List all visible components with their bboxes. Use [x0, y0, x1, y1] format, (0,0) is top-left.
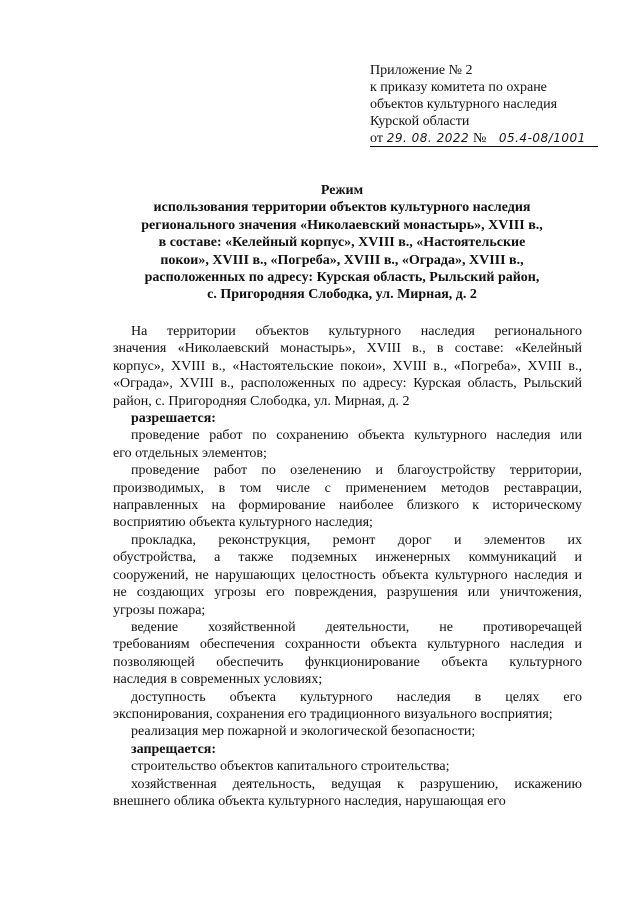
- order-date-number-line: [370, 130, 632, 147]
- title-line: с. Пригородняя Слободка, ул. Мирная, д. 2: [207, 287, 477, 303]
- text-line: производимых, в том числе с применением методов реставрации,: [113, 480, 582, 496]
- text-line: проведение работ по озеленению и благоустройству территории,: [131, 463, 582, 479]
- document-title: [100, 182, 584, 304]
- text-line: позволяющей обеспечить функционирование объекта культурного: [113, 654, 582, 670]
- order-from-label: от: [370, 131, 383, 146]
- forbidden-label: запрещается:: [131, 741, 217, 757]
- allowed-item: [113, 723, 582, 740]
- annex-header: [370, 62, 632, 147]
- annex-committee: объектов культурного наследия: [370, 97, 558, 112]
- title-line: покои», XVIII в., «Погреба», XVIII в., «Ограда», XVIII в.,: [160, 252, 524, 268]
- title-line: расположенных по адресу: Курская область, Рыльский район,: [144, 270, 540, 286]
- allowed-item: [113, 532, 582, 619]
- allowed-item: [113, 619, 582, 689]
- text-line: реализация мер пожарной и экологической безопасности;: [131, 724, 476, 740]
- text-line: сооружений, не нарушающих целостность объекта культурного наследия и: [113, 567, 582, 583]
- text-line: «Ограда», XVIII в., расположенных по адресу: Курская область, Рыльский: [113, 376, 582, 392]
- text-line: обустройства, а также подземных инженерных коммуникаций и: [113, 550, 582, 566]
- text-line: направленных на формирование наиболее близкого к историческому: [113, 498, 582, 514]
- text-line: ведение хозяйственной деятельности, не противоречащей: [131, 619, 582, 635]
- order-number-handwritten: 05.4-08/1001: [486, 131, 598, 147]
- text-line: прокладка, реконструкция, ремонт дорог и элементов их: [131, 532, 582, 548]
- text-line: внешнего облика объекта культурного наследия, нарушающая его: [113, 793, 506, 809]
- text-line: его отдельных элементов;: [113, 445, 267, 461]
- allowed-item: [113, 427, 582, 462]
- text-line: хозяйственная деятельность, ведущая к разрушению, искажению: [131, 776, 582, 792]
- text-line: экспонирования, сохранения его традиционного визуального восприятия;: [113, 706, 553, 722]
- title-line: в составе: «Келейный корпус», XVIII в., «Настоятельские: [158, 235, 526, 251]
- text-line: корпус», XVIII в., «Настоятельские покои», XVIII в., «Погреба», XVIII в.,: [113, 358, 582, 374]
- document-body: [113, 323, 582, 810]
- allowed-label: разрешается:: [131, 411, 216, 427]
- text-line: значения «Николаевский монастырь», XVIII в., в составе: «Келейный: [113, 341, 582, 357]
- text-line: район, с. Пригородняя Слободка, ул. Мирная, д. 2: [113, 393, 410, 409]
- annex-region: Курской области: [370, 114, 470, 129]
- allowed-item: [113, 462, 582, 532]
- annex-title: Приложение № 2: [370, 63, 473, 78]
- forbidden-item: [113, 776, 582, 811]
- title-heading: Режим: [320, 183, 364, 198]
- text-line: проведение работ по сохранению объекта культурного наследия или: [131, 428, 582, 444]
- forbidden-item: [113, 758, 582, 775]
- text-line: строительство объектов капитального строительства;: [131, 759, 450, 775]
- order-date-handwritten: 29. 08. 2022: [383, 131, 473, 147]
- order-number-label: №: [472, 131, 487, 146]
- text-line: не создающих угрозы его повреждения, разрушения или уничтожения,: [113, 585, 582, 601]
- title-line: использования территории объектов культурного наследия: [153, 200, 531, 216]
- intro-paragraph: [113, 323, 582, 410]
- text-line: На территории объектов культурного наследия регионального: [131, 324, 582, 339]
- text-line: требованиям обеспечения сохранности объекта культурного наследия и: [113, 637, 582, 653]
- allowed-item: [113, 689, 582, 724]
- text-line: угрозы пожара;: [113, 602, 206, 618]
- text-line: восприятию объекта культурного наследия;: [113, 515, 373, 531]
- text-line: наследия в современных условиях;: [113, 672, 323, 688]
- text-line: доступность объекта культурного наследия в целях его: [131, 689, 582, 705]
- title-line: регионального значения «Николаевский монастырь», XVIII в.,: [141, 217, 543, 233]
- annex-order-ref: к приказу комитета по охране: [370, 80, 547, 95]
